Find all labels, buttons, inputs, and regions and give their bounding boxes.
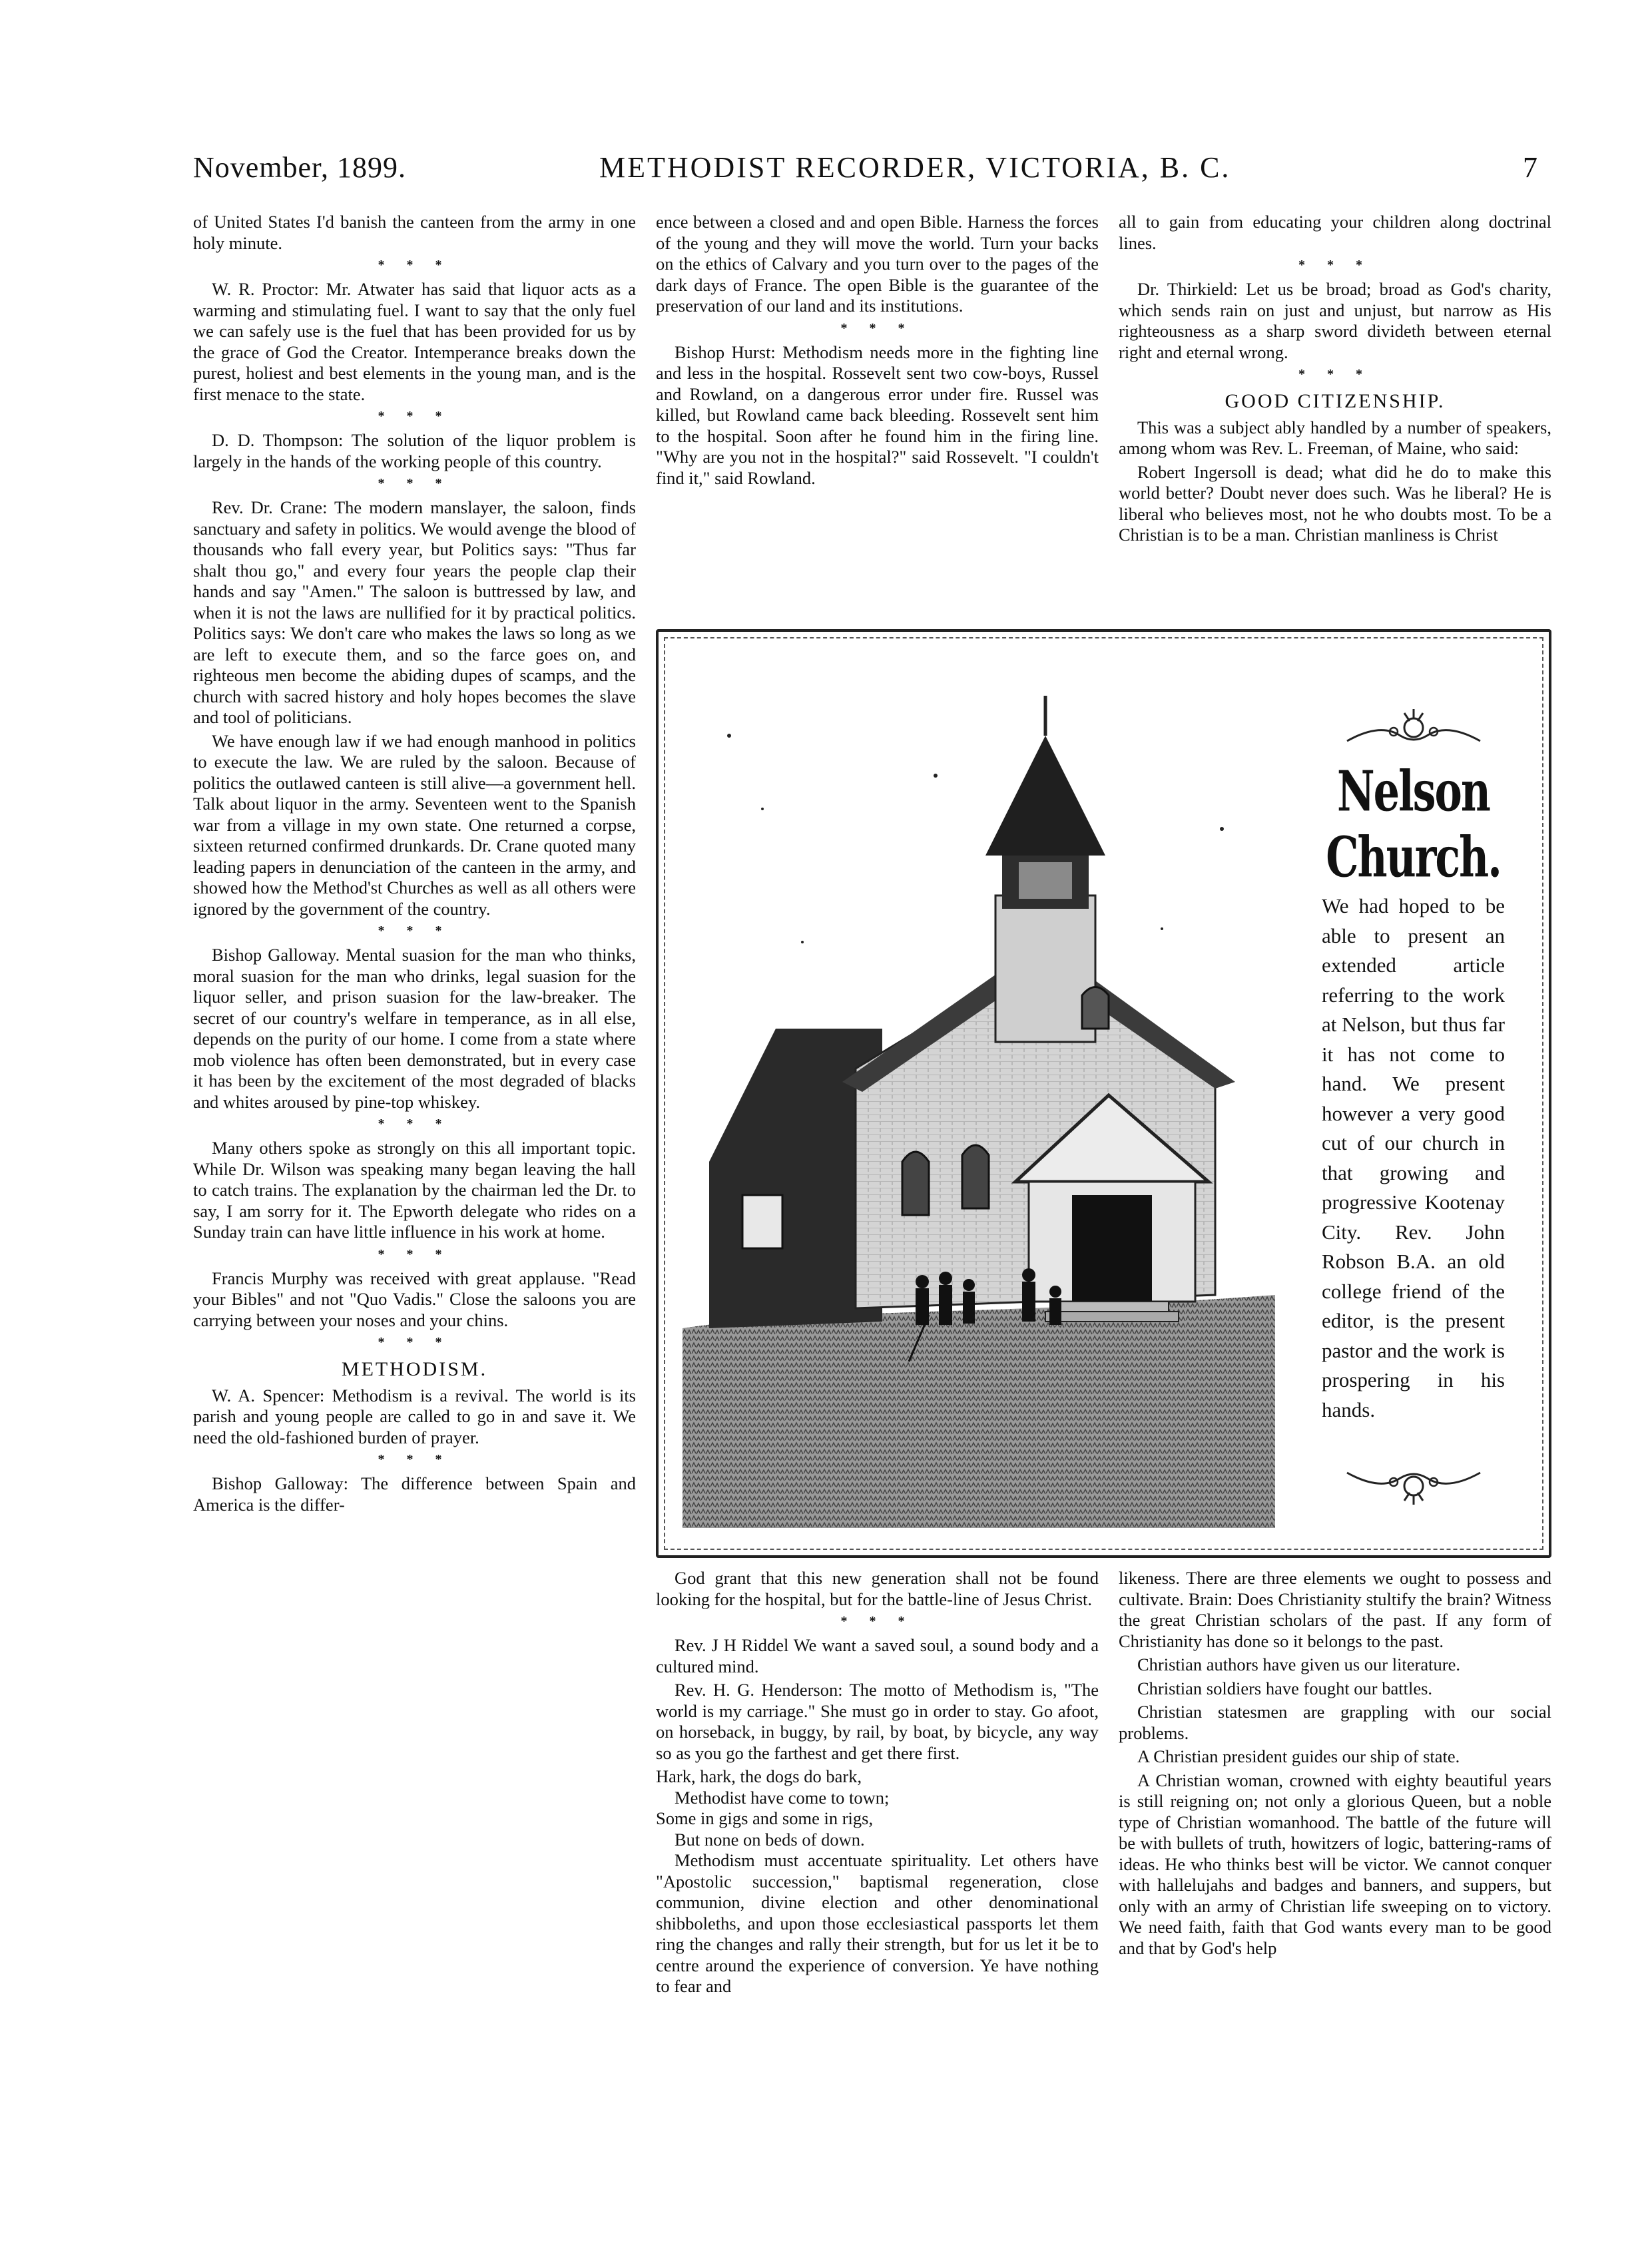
figure-title: Nelson Church.	[1326, 758, 1501, 890]
column-1	[193, 212, 636, 2202]
separator-stars: * * *	[378, 409, 451, 423]
paragraph: W. R. Proctor: Mr. Atwater has said that liquor acts as a warming and stimulating fuel. I want to say that the only fuel we can safely use is the fuel that has been provided for us by the grace of God the Creator. Intemperance breaks down the purest, holiest and best elements in the young man, and is the first menace to the state.	[193, 279, 636, 404]
issue-date: November, 1899.	[193, 151, 406, 184]
paragraph: Methodism must accentuate spirituality. Let others have "Apostolic succession," baptismal regeneration, close communion, divine election and other denominational shibboleths, and upon those ecclesiastical passports let them ring the changes and rally their strength, but for us let it be to centre around the experience of conversion. Ye have nothing to fear and	[656, 1850, 1099, 1996]
paragraph: Bishop Hurst: Methodism needs more in the fighting line and less in the hospital. Rossevelt sent two cow-boys, Russel and Rowland, on a dangerous error under fire. Russel was killed, but Rowland came back bleeding. Rossevelt sent him to the hospital. Soon after he found him in the firing line. "Why are you not in the hospital?" said Rossevelt. "I couldn't find it," said Rowland.	[656, 342, 1099, 488]
separator-stars: * * *	[378, 476, 451, 491]
column-2-bottom	[656, 1568, 1099, 2207]
page-number: 7	[1523, 151, 1538, 184]
verse-line: Some in gigs and some in rigs,	[656, 1808, 874, 1828]
church-photo	[683, 656, 1275, 1528]
paragraph: all to gain from educating your children along doctrinal lines.	[1119, 212, 1551, 253]
paragraph: of United States I'd banish the canteen from the army in one holy minute.	[193, 212, 636, 253]
paragraph: We have enough law if we had enough manhood in politics to execute the law. We are ruled by the saloon. Because of politics the outlawed canteen is still alive—a government hell. Talk about liquor in the army. Seventeen went to the Spanish war from a village in my own state. One returned a corpse, sixteen returned confirmed drunkards. Dr. Crane quoted many leading papers in denunciation of the canteen in the army, and showed how the Method'st Churches as well as all others were ignored by the government of the country.	[193, 730, 636, 919]
paragraph: Dr. Thirkield: Let us be broad; broad as God's charity, which sends rain on just and unjust, but narrow as His righteousness as a sharp sword divideth between eternal right and eternal wrong.	[1119, 279, 1551, 362]
section-heading-good-citizenship: GOOD CITIZENSHIP.	[1225, 390, 1446, 412]
section-heading-methodism: METHODISM.	[341, 1358, 488, 1380]
paragraph: ence between a closed and and open Bible. Harness the forces of the young and they will move the world. Turn your backs on the ethics of Calvary and you turn over to the pages of the dark days of France. The open Bible is the guarantee of the preservation of our land and its institutions.	[656, 212, 1099, 316]
flourish-ornament-bottom	[1340, 1465, 1487, 1511]
separator-stars: * * *	[378, 1117, 451, 1131]
paragraph: God grant that this new generation shall not be found looking for the hospital, but for the battle-line of Jesus Christ.	[656, 1568, 1099, 1609]
paragraph: Many others spoke as strongly on this all important topic. While Dr. Wilson was speaking many began leaving the hall to catch trains. The explanation by the chairman led the Dr. to say, I am sorry for it. The Epworth delegate who rides on a Sunday train can have little influence in his work at home.	[193, 1138, 636, 1242]
separator-stars: * * *	[840, 320, 914, 336]
paragraph: This was a subject ably handled by a number of speakers, among whom was Rev. L. Freeman, of Maine, who said:	[1119, 417, 1551, 458]
flourish-ornament-top	[1340, 702, 1487, 749]
paragraph: Christian soldiers have fought our battles.	[1137, 1678, 1433, 1698]
figure-caption-box	[1295, 702, 1531, 1488]
column-2-top	[656, 212, 1099, 621]
page-header	[193, 140, 1538, 193]
separator-stars: * * *	[378, 1246, 451, 1262]
separator-stars: * * *	[1298, 258, 1372, 272]
publication-title: METHODIST RECORDER, VICTORIA, B. C.	[599, 151, 1231, 184]
separator-stars: * * *	[1298, 367, 1372, 381]
paragraph: Robert Ingersoll is dead; what did he do to make this world better? Doubt never does such. Was he liberal? He is liberal who believes most, not he who doubts most. To be a Christian is to be a man. Christian manliness is Christ	[1119, 461, 1551, 545]
paragraph: Bishop Galloway. Mental suasion for the man who thinks, moral suasion for the man who drinks, legal suasion for the liquor seller, and prison suasion for the law-breaker. The secret of our country's welfare in temperance, as in all else, depends on the purity of our home. I come from a state where mob violence has often been demonstrated, but in every case it has been by the excitement of the most degraded of blacks and whites aroused by pine-top whiskey.	[193, 945, 636, 1112]
paragraph: Christian statesmen are grappling with our social problems.	[1119, 1702, 1551, 1743]
paragraph: Rev. J H Riddel We want a saved soul, a sound body and a cultured mind.	[656, 1635, 1099, 1676]
verse-line: Methodist have come to town;	[675, 1787, 890, 1808]
verse-line: Hark, hark, the dogs do bark,	[656, 1766, 862, 1786]
separator-stars: * * *	[840, 1614, 914, 1628]
verse	[656, 1766, 1099, 1850]
paragraph: Christian authors have given us our literature.	[1137, 1654, 1460, 1674]
paragraph: likeness. There are three elements we ought to possess and cultivate. Brain: Does Christianity stultify the brain? Witness the great Christian scholars of the past. If any form of Christianity has done so it belongs to the past.	[1119, 1568, 1551, 1651]
column-3-top	[1119, 212, 1551, 621]
paragraph: Rev. Dr. Crane: The modern manslayer, the saloon, finds sanctuary and safety in politics. We would avenge the blood of thousands who fall every year, but Politics says: "Thus far shalt thou go," and every four years the people clap their hands and say "Amen." The saloon is buttressed by law, and when it is not the laws are nullified for it by practical politics. Politics says: We don't care who makes the laws so long as we are left to execute them, and so the farce goes on, and righteous men become the abiding dupes of scamps, and the church with sacred history and holy hopes becomes the slave and tool of politicians.	[193, 497, 636, 727]
separator-stars: * * *	[378, 258, 451, 272]
paragraph: Rev. H. G. Henderson: The motto of Methodism is, "The world is my carriage." She must go in order to stay. Go afoot, on horseback, in buggy, by rail, by boat, by bicycle, any way so as you go the farthest and get there first.	[656, 1680, 1099, 1763]
paragraph: Bishop Galloway: The difference between Spain and America is the differ-	[193, 1473, 636, 1515]
separator-stars: * * *	[378, 1335, 451, 1350]
separator-stars: * * *	[378, 1452, 451, 1467]
church-figure	[656, 629, 1551, 1558]
paragraph: A Christian president guides our ship of state.	[1137, 1746, 1460, 1766]
paragraph: W. A. Spencer: Methodism is a revival. The world is its parish and young people are called to go in and save it. We need the old-fashioned burden of prayer.	[193, 1385, 636, 1447]
paragraph: A Christian woman, crowned with eighty beautiful years is still reigning on; not only a glorious Queen, but a noble type of Christian womanhood. The battle of the future will be with bullets of truth, howitzers of logic, battering-rams of ideas. He who thinks best will be victor. We cannot conquer with hallelujahs and badges and banners, and suppers, but only with an army of Christian life sweeping on to victory. We need faith, faith that God wants every man to be good and that by God's help	[1119, 1770, 1551, 1958]
figure-caption: We had hoped to be able to present an extended article referring to the work at Nelson, but thus far it has not come to hand. We present however a very good cut of our church in that growing and progressive Kootenay City. Rev. John Robson B.A. an old college friend of the editor, is the present pastor and the work is prospering in his hands.	[1322, 894, 1505, 1421]
separator-stars: * * *	[378, 923, 451, 938]
verse-line: But none on beds of down.	[675, 1829, 865, 1850]
column-3-bottom	[1119, 1568, 1551, 2207]
paragraph: D. D. Thompson: The solution of the liquor problem is largely in the hands of the working people of this country.	[193, 430, 636, 471]
paragraph: Francis Murphy was received with great applause. "Read your Bibles" and not "Quo Vadis." Close the saloons you are carrying between your noses and your chins.	[193, 1268, 636, 1330]
